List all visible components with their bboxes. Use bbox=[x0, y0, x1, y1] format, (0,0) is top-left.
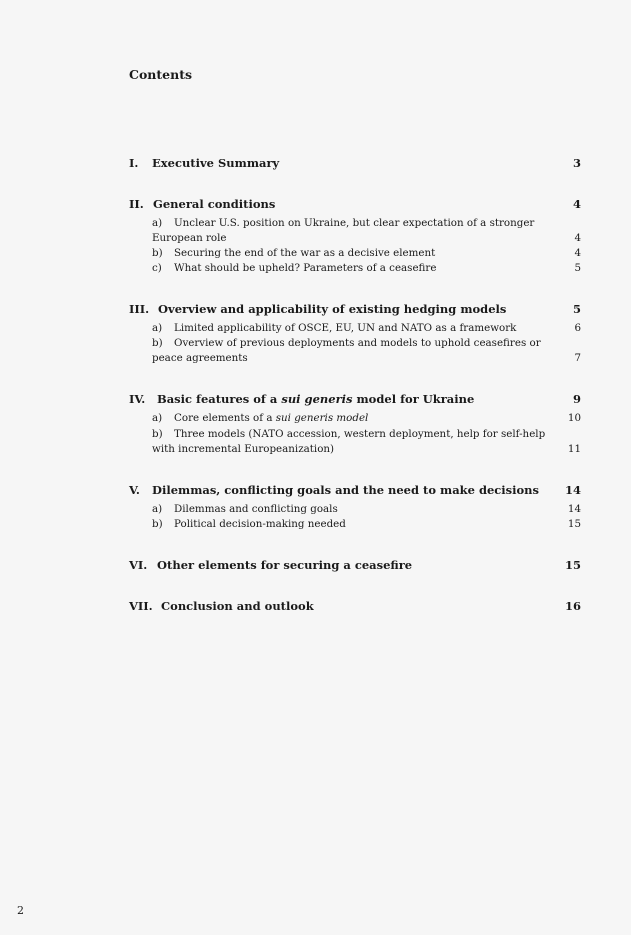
section-title: Other elements for securing a ceasefire bbox=[157, 558, 413, 572]
section-page: 14 bbox=[564, 483, 581, 497]
toc-section-1 bbox=[129, 156, 581, 171]
subsection-text: Unclear U.S. position on Ukraine, but clear expectation of a stronger European role bbox=[152, 217, 535, 244]
subsection-text: Three models (NATO accession, western deployment, help for self-help with incremental Europeanization) bbox=[152, 428, 546, 455]
subsection-letter: a) bbox=[152, 503, 163, 515]
subsection-page: 5 bbox=[574, 262, 581, 274]
section-title: General conditions bbox=[153, 197, 276, 211]
section-title: Dilemmas, conflicting goals and the need to make decisions bbox=[152, 483, 540, 497]
section-page: 9 bbox=[572, 392, 581, 406]
subsection-text-pre: Core elements of a bbox=[174, 412, 276, 424]
subsection-letter: a) bbox=[152, 412, 163, 424]
toc-subsection bbox=[152, 246, 581, 261]
subsection-page: 4 bbox=[574, 232, 581, 244]
section-page: 3 bbox=[572, 156, 581, 170]
toc-section-6 bbox=[129, 558, 581, 573]
subsection-letter: b) bbox=[152, 518, 163, 530]
section-page: 4 bbox=[572, 197, 581, 211]
toc-subsection bbox=[152, 411, 581, 426]
subsection-letter: c) bbox=[152, 262, 162, 274]
subsection-text: Political decision-making needed bbox=[174, 518, 346, 530]
toc-subsection bbox=[152, 261, 581, 276]
section-page: 5 bbox=[572, 302, 581, 316]
section-title: Executive Summary bbox=[152, 156, 280, 170]
page-number: 2 bbox=[17, 904, 24, 917]
toc-section-3 bbox=[129, 302, 581, 317]
subsection-letter: b) bbox=[152, 247, 163, 259]
subsection-text: Dilemmas and conflicting goals bbox=[174, 503, 338, 515]
subsection-letter: b) bbox=[152, 428, 163, 440]
toc-section-5 bbox=[129, 483, 581, 498]
section-title-italic: sui generis bbox=[281, 392, 353, 406]
section-page: 15 bbox=[564, 558, 581, 572]
toc-section-2 bbox=[129, 197, 581, 212]
section-number: IV. bbox=[129, 392, 146, 406]
toc-subsection bbox=[152, 517, 581, 532]
toc-subsection bbox=[152, 216, 581, 246]
section-number: V. bbox=[129, 483, 140, 497]
section-title-pre: Basic features of a bbox=[157, 392, 282, 406]
subsection-page: 4 bbox=[574, 247, 581, 259]
toc-subsection bbox=[152, 336, 581, 366]
subsection-text: Overview of previous deployments and models to uphold ceasefires or peace agreements bbox=[152, 337, 541, 364]
subsection-text: What should be upheld? Parameters of a ceasefire bbox=[174, 262, 437, 274]
toc-section-7 bbox=[129, 599, 581, 614]
section-number: VI. bbox=[129, 558, 148, 572]
subsection-text: Limited applicability of OSCE, EU, UN and NATO as a framework bbox=[174, 322, 517, 334]
subsection-page: 15 bbox=[567, 518, 581, 530]
subsection-text-italic: sui generis model bbox=[275, 412, 369, 424]
section-title: Overview and applicability of existing hedging models bbox=[158, 302, 507, 316]
subsection-letter: b) bbox=[152, 337, 163, 349]
subsection-page: 11 bbox=[567, 443, 581, 455]
section-number: I. bbox=[129, 156, 139, 170]
toc-subsection bbox=[152, 321, 581, 336]
toc-subsection bbox=[152, 427, 581, 457]
section-number: VII. bbox=[129, 599, 153, 613]
toc-subsection bbox=[152, 502, 581, 517]
section-number: II. bbox=[129, 197, 144, 211]
section-page: 16 bbox=[564, 599, 581, 613]
subsection-page: 14 bbox=[567, 503, 581, 515]
section-title-post: model for Ukraine bbox=[352, 392, 475, 406]
subsection-text: Securing the end of the war as a decisive element bbox=[174, 247, 436, 259]
subsection-letter: a) bbox=[152, 217, 163, 229]
section-number: III. bbox=[129, 302, 150, 316]
contents-heading: Contents bbox=[129, 67, 193, 82]
subsection-letter: a) bbox=[152, 322, 163, 334]
subsection-page: 10 bbox=[567, 412, 581, 424]
section-title: Conclusion and outlook bbox=[161, 599, 314, 613]
subsection-page: 6 bbox=[574, 322, 581, 334]
toc-section-4 bbox=[129, 392, 581, 407]
subsection-page: 7 bbox=[574, 352, 581, 364]
